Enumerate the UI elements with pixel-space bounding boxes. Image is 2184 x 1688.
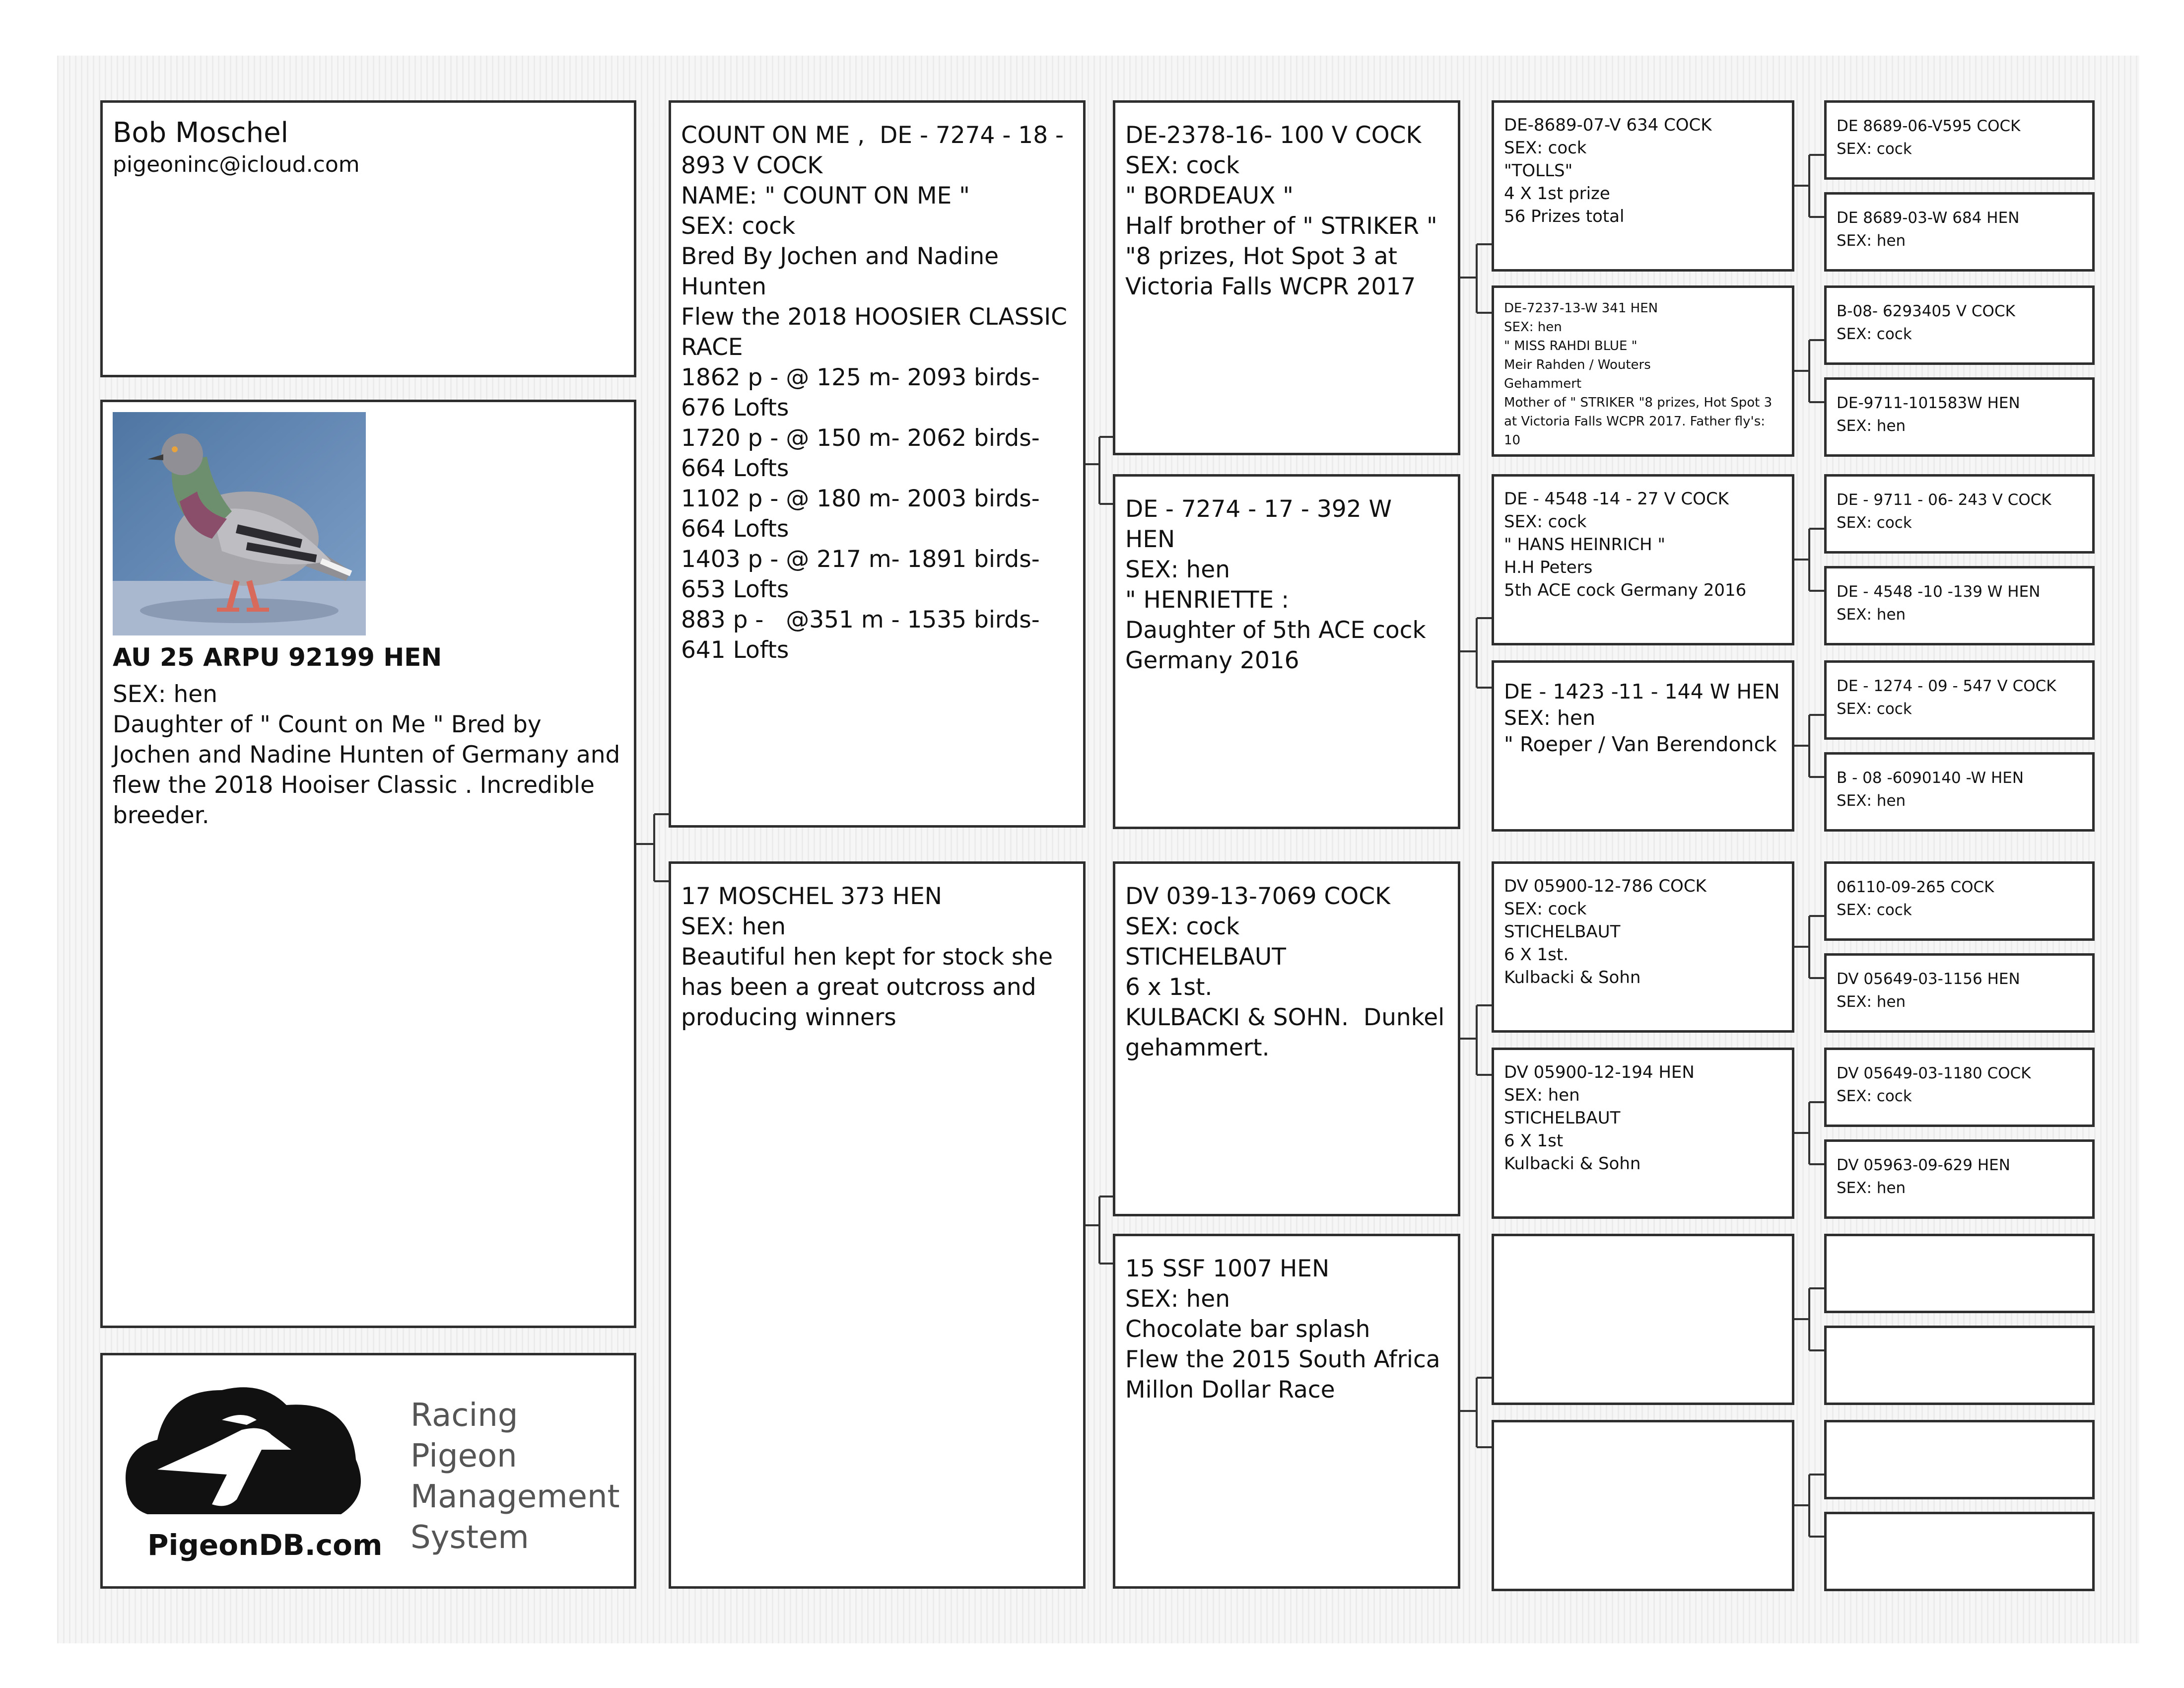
- pedigree-line: SEX: cock: [1504, 899, 1587, 919]
- pedigree-line: DE - 4548 -10 -139 W HEN: [1837, 583, 2041, 601]
- subject-line: SEX: hen: [113, 681, 217, 708]
- pedigree-line: DE-9711-101583W HEN: [1837, 394, 2020, 412]
- pedigree-line: 4 X 1st prize: [1504, 184, 1610, 204]
- brand-line: System: [410, 1519, 529, 1556]
- pedigree-line: Gehammert: [1504, 376, 1582, 391]
- ancestor-box-gen3: [1492, 100, 1794, 272]
- pedigree-line: DE-7237-13-W 341 HEN: [1504, 301, 1658, 316]
- pedigree-line: H.H Peters: [1504, 558, 1593, 577]
- pedigree-line: Beautiful hen kept for stock she has been a great outcross and producing winners: [681, 943, 1061, 1031]
- ancestor-box-gen4: [1824, 377, 2095, 457]
- pedigree-line: SEX: hen: [1125, 1285, 1230, 1313]
- ancestor-box-gen2: [1113, 1234, 1460, 1589]
- pedigree-line: Flew the 2015 South Africa Millon Dollar Race: [1125, 1346, 1448, 1404]
- pedigree-line: Chocolate bar splash: [1125, 1316, 1370, 1343]
- pedigree-line: B-08- 6293405 V COCK: [1837, 302, 2015, 320]
- pedigree-line: Kulbacki & Sohn: [1504, 968, 1641, 987]
- pedigree-line: SEX: hen: [1837, 417, 1906, 435]
- ancestor-box-gen3: [1492, 1234, 1794, 1405]
- pedigree-line: SEX: cock: [1837, 1087, 1912, 1105]
- pedigree-line: SEX: hen: [1837, 792, 1906, 810]
- pedigree-line: DE-8689-07-V 634 COCK: [1504, 115, 1712, 135]
- pedigree-line: SEX: cock: [1125, 913, 1240, 940]
- pedigree-line: " Roeper / Van Berendonck: [1504, 732, 1777, 756]
- owner-name: Bob Moschel: [113, 117, 289, 149]
- pedigree-line: DE - 7274 - 17 - 392 W HEN: [1125, 495, 1399, 553]
- pedigree-line: SEX: hen: [1504, 1085, 1580, 1105]
- connector-line: [1460, 1005, 1492, 1075]
- pedigree-line: Bred By Jochen and Nadine Hunten: [681, 243, 1006, 300]
- pedigree-line: SEX: cock: [1504, 512, 1587, 532]
- pigeondb-logo: [113, 1370, 401, 1534]
- ancestor-box-gen4: [1824, 474, 2095, 554]
- connector-line: [1086, 1196, 1113, 1264]
- pedigree-line: 17 MOSCHEL 373 HEN: [681, 883, 942, 910]
- subject-line: Daughter of " Count on Me " Bred by Jochen and Nadine Hunten of Germany and flew the 2018 Hooiser Classic . Incredible breeder.: [113, 711, 628, 829]
- ancestor-box-gen4: [1824, 100, 2095, 180]
- brand-text: [410, 1395, 634, 1558]
- pedigree-line: 6 X 1st.: [1504, 945, 1569, 965]
- pedigree-line: DE - 1274 - 09 - 547 V COCK: [1837, 677, 2056, 695]
- owner-box: [100, 100, 636, 377]
- sire-box: [669, 100, 1086, 828]
- pedigree-line: DV 05649-03-1180 COCK: [1837, 1064, 2031, 1082]
- pedigree-line: 15 SSF 1007 HEN: [1125, 1255, 1330, 1282]
- pigeon-photo: [113, 412, 366, 635]
- pedigree-line: DV 05900-12-786 COCK: [1504, 876, 1706, 896]
- pedigree-line: SEX: hen: [1125, 556, 1230, 583]
- dam-box: [669, 861, 1086, 1589]
- pedigree-line: DE-2378-16- 100 V COCK: [1125, 122, 1422, 149]
- pedigree-line: SEX: hen: [1837, 606, 1906, 624]
- pedigree-line: SEX: hen: [681, 913, 786, 940]
- connector-line: [1794, 1102, 1824, 1164]
- ancestor-box-gen4: [1824, 1512, 2095, 1591]
- connector-line: [636, 814, 669, 881]
- pedigree-line: DV 05963-09-629 HEN: [1837, 1156, 2010, 1174]
- pedigree-line: 1720 p - @ 150 m- 2062 birds- 664 Lofts: [681, 424, 1047, 482]
- pedigree-line: SEX: cock: [1837, 514, 1912, 532]
- pedigree-line: Meir Rahden / Wouters: [1504, 357, 1651, 372]
- pedigree-line: DV 039-13-7069 COCK: [1125, 883, 1390, 910]
- pedigree-line: 56 Prizes total: [1504, 207, 1625, 226]
- connector-line: [1794, 1475, 1824, 1537]
- connector-line: [1794, 916, 1824, 978]
- pedigree-line: "TOLLS": [1504, 161, 1573, 181]
- pedigree-line: SEX: hen: [1504, 320, 1562, 335]
- pedigree-line: " HENRIETTE :: [1125, 586, 1290, 614]
- connector-line: [1794, 155, 1824, 217]
- ancestor-box-gen2: [1113, 861, 1460, 1216]
- connector-line: [1794, 1288, 1824, 1350]
- pedigree-line: 1862 p - @ 125 m- 2093 birds- 676 Lofts: [681, 364, 1047, 422]
- brand-line: Racing Pigeon: [410, 1397, 528, 1475]
- ancestor-box-gen2: [1113, 474, 1460, 829]
- connector-line: [1460, 1378, 1492, 1447]
- pedigree-line: NAME: " COUNT ON ME ": [681, 182, 970, 210]
- ancestor-box-gen4: [1824, 1420, 2095, 1499]
- pedigree-line: 883 p - @351 m - 1535 birds- 641 Lofts: [681, 606, 1047, 664]
- pedigree-line: B - 08 -6090140 -W HEN: [1837, 769, 2024, 787]
- pedigree-line: STICHELBAUT: [1504, 1108, 1621, 1128]
- subject-box: [100, 400, 636, 1328]
- pedigree-line: KULBACKI & SOHN. Dunkel gehammert.: [1125, 1004, 1452, 1061]
- ancestor-box-gen3: [1492, 1420, 1794, 1591]
- ancestor-box-gen4: [1824, 192, 2095, 272]
- subject-ring: AU 25 ARPU 92199 HEN: [113, 643, 442, 672]
- pedigree-line: SEX: hen: [1837, 232, 1906, 250]
- pedigree-line: 1102 p - @ 180 m- 2003 birds- 664 Lofts: [681, 485, 1047, 543]
- pedigree-line: DE 8689-03-W 684 HEN: [1837, 209, 2020, 227]
- pedigree-line: 6 X 1st: [1504, 1131, 1564, 1151]
- ancestor-box-gen4: [1824, 752, 2095, 832]
- pedigree-line: 1403 p - @ 217 m- 1891 birds- 653 Lofts: [681, 546, 1047, 603]
- pedigree-line: DV 05900-12-194 HEN: [1504, 1062, 1695, 1082]
- pedigree-line: SEX: hen: [1837, 993, 1906, 1011]
- connector-line: [1460, 244, 1492, 313]
- ancestor-box-gen4: [1824, 861, 2095, 941]
- connector-line: [1794, 715, 1824, 777]
- pedigree-line: Half brother of " STRIKER " "8 prizes, Hot Spot 3 at Victoria Falls WCPR 2017: [1125, 212, 1445, 300]
- pedigree-line: DE 8689-06-V595 COCK: [1837, 117, 2021, 135]
- pedigree-line: SEX: cock: [681, 212, 796, 240]
- connector-line: [1794, 529, 1824, 591]
- owner-email: pigeoninc@icloud.com: [113, 152, 360, 177]
- ancestor-box-gen4: [1824, 1139, 2095, 1219]
- ancestor-box-gen4: [1824, 660, 2095, 740]
- pedigree-line: SEX: cock: [1504, 138, 1587, 158]
- brand-box: [100, 1353, 636, 1589]
- ancestor-box-gen3: [1492, 1048, 1794, 1219]
- pedigree-line: Flew the 2018 HOOSIER CLASSIC RACE: [681, 303, 1075, 361]
- ancestor-box-gen4: [1824, 566, 2095, 645]
- site-name: PigeonDB.com: [147, 1528, 383, 1562]
- pedigree-line: Daughter of 5th ACE cock Germany 2016: [1125, 617, 1433, 674]
- pedigree-line: STICHELBAUT: [1125, 943, 1286, 971]
- pedigree-line: SEX: hen: [1504, 706, 1596, 730]
- ancestor-box-gen4: [1824, 953, 2095, 1033]
- pedigree-line: " BORDEAUX ": [1125, 182, 1294, 210]
- pedigree-line: DE - 1423 -11 - 144 W HEN: [1504, 680, 1780, 703]
- pedigree-line: STICHELBAUT: [1504, 922, 1621, 942]
- pedigree-line: DE - 4548 -14 - 27 V COCK: [1504, 489, 1729, 509]
- pedigree-line: SEX: cock: [1837, 325, 1912, 343]
- ancestor-box-gen4: [1824, 1048, 2095, 1127]
- pedigree-line: 06110-09-265 COCK: [1837, 878, 1994, 896]
- ancestor-box-gen3: [1492, 660, 1794, 832]
- pedigree-line: 6 x 1st.: [1125, 974, 1213, 1001]
- pedigree-line: " HANS HEINRICH ": [1504, 535, 1666, 555]
- pedigree-line: DV 05649-03-1156 HEN: [1837, 970, 2020, 988]
- pedigree-line: 5th ACE cock Germany 2016: [1504, 580, 1747, 600]
- pedigree-line: SEX: hen: [1837, 1179, 1906, 1197]
- pedigree-line: SEX: cock: [1837, 700, 1912, 718]
- pedigree-line: SEX: cock: [1125, 152, 1240, 179]
- connector-line: [1794, 340, 1824, 402]
- pedigree-line: Kulbacki & Sohn: [1504, 1154, 1641, 1174]
- pedigree-line: SEX: cock: [1837, 140, 1912, 158]
- ancestor-box-gen2: [1113, 100, 1460, 455]
- pedigree-line: Mother of " STRIKER "8 prizes, Hot Spot 3 at Victoria Falls WCPR 2017. Father fly's: 10: [1504, 395, 1776, 448]
- pedigree-line: COUNT ON ME , DE - 7274 - 18 - 893 V COCK: [681, 122, 1071, 179]
- pedigree-line: " MISS RAHDI BLUE ": [1504, 339, 1638, 353]
- ancestor-box-gen4: [1824, 1326, 2095, 1405]
- ancestor-box-gen3: [1492, 285, 1794, 457]
- connector-line: [1460, 618, 1492, 688]
- connector-line: [1086, 437, 1113, 504]
- ancestor-box-gen3: [1492, 474, 1794, 645]
- brand-line: Management: [410, 1478, 620, 1515]
- pedigree-line: SEX: cock: [1837, 901, 1912, 919]
- ancestor-box-gen4: [1824, 285, 2095, 365]
- ancestor-box-gen4: [1824, 1234, 2095, 1313]
- pedigree-line: DE - 9711 - 06- 243 V COCK: [1837, 491, 2051, 509]
- ancestor-box-gen3: [1492, 861, 1794, 1033]
